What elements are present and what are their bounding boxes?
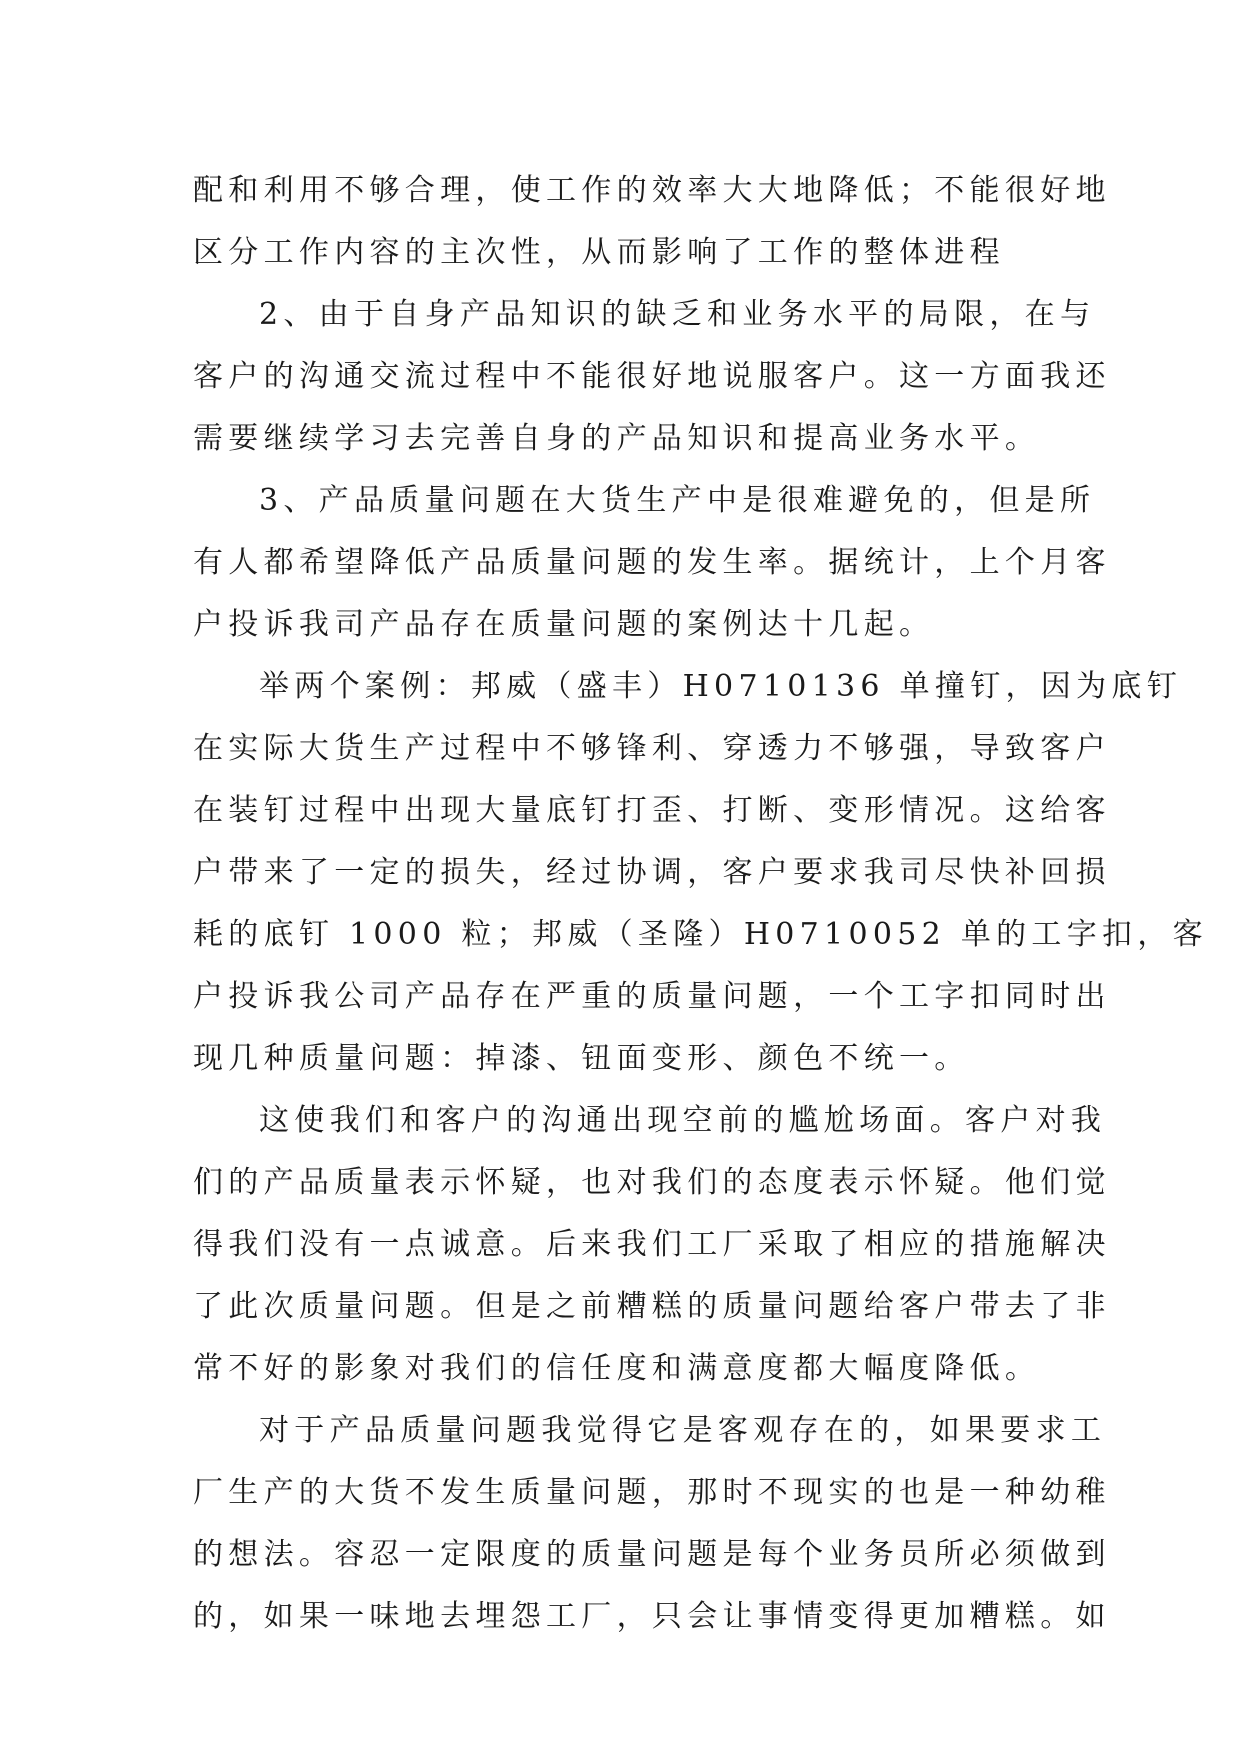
text-line: 了此次质量问题。但是之前糟糕的质量问题给客户带去了非 [193,1289,1111,1324]
text-line: 户投诉我公司产品存在严重的质量问题，一个工字扣同时出 [193,979,1111,1014]
text-line: 们的产品质量表示怀疑，也对我们的态度表示怀疑。他们觉 [193,1165,1111,1200]
text-line: 这使我们和客户的沟通出现空前的尴尬场面。客户对我 [259,1103,1107,1138]
text-line: 户带来了一定的损失，经过协调，客户要求我司尽快补回损 [193,855,1111,890]
text-line: 在实际大货生产过程中不够锋利、穿透力不够强，导致客户 [193,731,1111,766]
text-line: 得我们没有一点诚意。后来我们工厂采取了相应的措施解决 [193,1227,1111,1262]
text-line: 有人都希望降低产品质量问题的发生率。据统计，上个月客 [193,545,1111,580]
text-line: 3、产品质量问题在大货生产中是很难避免的，但是所 [259,483,1096,518]
text-line: 需要继续学习去完善自身的产品知识和提高业务水平。 [193,421,1041,456]
text-line: 的想法。容忍一定限度的质量问题是每个业务员所必须做到 [193,1537,1111,1572]
text-line: 举两个案例：邦威（盛丰）H0710136 单撞钉，因为底钉 [259,669,1183,704]
text-line: 2、由于自身产品知识的缺乏和业务水平的局限，在与 [259,297,1096,332]
text-line: 的，如果一味地去埋怨工厂，只会让事情变得更加糟糕。如 [193,1599,1111,1634]
text-line: 对于产品质量问题我觉得它是客观存在的，如果要求工 [259,1413,1107,1448]
text-line: 常不好的影象对我们的信任度和满意度都大幅度降低。 [193,1351,1041,1386]
text-line: 配和利用不够合理，使工作的效率大大地降低；不能很好地 [193,173,1111,208]
text-line: 现几种质量问题：掉漆、钮面变形、颜色不统一。 [193,1041,970,1076]
text-line: 户投诉我司产品存在质量问题的案例达十几起。 [193,607,935,642]
text-line: 耗的底钉 1000 粒；邦威（圣隆）H0710052 单的工字扣，客 [193,917,1208,952]
text-line: 在装钉过程中出现大量底钉打歪、打断、变形情况。这给客 [193,793,1111,828]
text-line: 区分工作内容的主次性，从而影响了工作的整体进程 [193,235,1005,270]
text-line: 厂生产的大货不发生质量问题，那时不现实的也是一种幼稚 [193,1475,1111,1510]
text-line: 客户的沟通交流过程中不能很好地说服客户。这一方面我还 [193,359,1111,394]
document-body [193,160,1208,1648]
